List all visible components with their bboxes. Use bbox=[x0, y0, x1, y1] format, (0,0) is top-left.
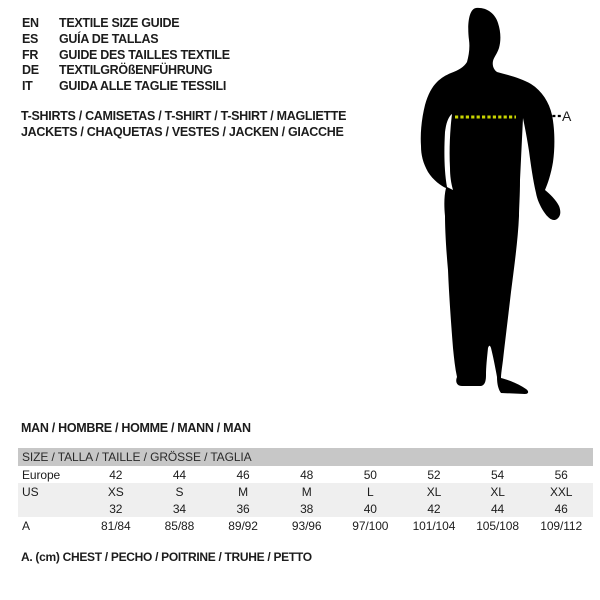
section-heading-man: MAN / HOMBRE / HOMME / MANN / MAN bbox=[21, 421, 251, 435]
table-cell: 44 bbox=[490, 501, 505, 516]
table-cell: 42 bbox=[427, 501, 441, 516]
man-silhouette bbox=[421, 8, 561, 394]
table-row-chest-a bbox=[18, 517, 593, 534]
table-cell: 101/104 bbox=[412, 518, 456, 533]
table-cell: 109/112 bbox=[540, 518, 583, 533]
category-line-jackets: JACKETS / CHAQUETAS / VESTES / JACKEN / GIACCHE bbox=[21, 124, 344, 139]
table-row-us-letter bbox=[18, 483, 593, 500]
size-table bbox=[18, 448, 593, 534]
table-cell: 93/96 bbox=[291, 518, 322, 533]
table-cell: 44 bbox=[172, 467, 187, 482]
language-code: ES bbox=[22, 31, 39, 46]
size-table-header bbox=[18, 448, 593, 466]
table-cell: 105/108 bbox=[476, 518, 519, 533]
table-row-europe bbox=[18, 466, 593, 483]
table-cell: 50 bbox=[363, 467, 377, 482]
row-label: A bbox=[22, 518, 30, 533]
row-label: Europe bbox=[22, 467, 61, 482]
table-cell: 32 bbox=[109, 501, 123, 516]
table-cell: 54 bbox=[490, 467, 505, 482]
language-code: IT bbox=[22, 79, 33, 94]
table-cell: 36 bbox=[236, 501, 250, 516]
table-cell: 89/92 bbox=[228, 518, 258, 533]
table-cell: 42 bbox=[109, 467, 123, 482]
table-row-us-numeric bbox=[18, 500, 593, 517]
table-cell: 38 bbox=[300, 501, 314, 516]
table-cell: XS bbox=[107, 484, 124, 499]
table-cell: S bbox=[175, 484, 184, 499]
table-cell: M bbox=[238, 484, 249, 499]
table-cell: 85/88 bbox=[164, 518, 195, 533]
language-label: TEXTILGRÖßENFÜHRUNG bbox=[59, 63, 213, 78]
table-cell: 81/84 bbox=[101, 518, 131, 533]
language-code: DE bbox=[22, 63, 39, 78]
table-cell: 48 bbox=[300, 467, 314, 482]
language-code: EN bbox=[22, 16, 39, 30]
table-cell: 46 bbox=[554, 501, 568, 516]
table-cell: 52 bbox=[427, 467, 441, 482]
table-cell: XL bbox=[426, 484, 442, 499]
language-label: GUÍA DE TALLAS bbox=[59, 31, 159, 46]
table-cell: XL bbox=[490, 484, 505, 499]
table-cell: 46 bbox=[236, 467, 250, 482]
table-cell: 34 bbox=[172, 501, 187, 516]
language-code: FR bbox=[22, 47, 39, 62]
size-table-header-label: SIZE / TALLA / TAILLE / GRÖSSE / TAGLIA bbox=[22, 450, 252, 464]
table-cell: 56 bbox=[554, 467, 568, 482]
row-label: US bbox=[22, 484, 39, 499]
chest-footnote: A. (cm) CHEST / PECHO / POITRINE / TRUHE / PETTO bbox=[21, 550, 312, 564]
language-label: GUIDE DES TAILLES TEXTILE bbox=[59, 47, 230, 62]
measure-label-a: A bbox=[562, 108, 572, 124]
table-cell: 40 bbox=[363, 501, 377, 516]
table-cell: M bbox=[301, 484, 312, 499]
language-label: GUIDA ALLE TAGLIE TESSILI bbox=[59, 79, 227, 94]
table-cell: L bbox=[367, 484, 374, 499]
language-label: TEXTILE SIZE GUIDE bbox=[59, 16, 180, 30]
table-cell: 97/100 bbox=[352, 518, 389, 533]
category-line-tshirts: T-SHIRTS / CAMISETAS / T-SHIRT / T-SHIRT / MAGLIETTE bbox=[21, 109, 347, 123]
table-cell: XXL bbox=[549, 484, 573, 499]
